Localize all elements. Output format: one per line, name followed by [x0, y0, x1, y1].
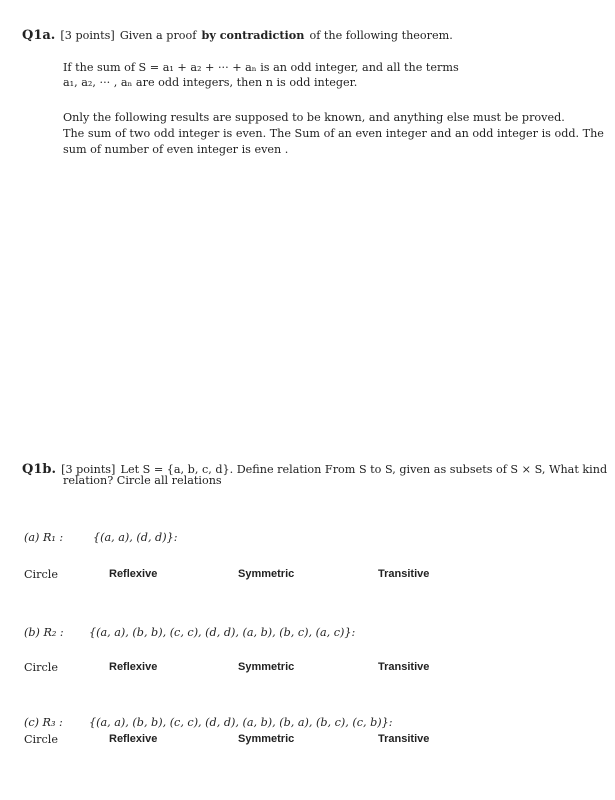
relation-b-reflexive-option[interactable]: Reflexive — [109, 661, 158, 673]
relation-a-label: (a) R₁ : — [24, 531, 64, 544]
relation-c-reflexive-option[interactable]: Reflexive — [109, 733, 158, 745]
relation-c-transitive-option[interactable]: Transitive — [378, 733, 430, 745]
q1b-points: [3 points] — [61, 463, 116, 476]
q1a-label: Q1a. — [22, 28, 56, 43]
q1a-header — [22, 24, 453, 43]
q1a-known-line1: Only the following results are supposed to be known, and anything else must be proved. — [63, 111, 565, 124]
relation-a-reflexive-option[interactable]: Reflexive — [109, 568, 158, 580]
q1a-theorem-line1: If the sum of S = a₁ + a₂ + ··· + aₙ is an odd integer, and all the terms — [63, 61, 459, 74]
relation-c-symmetric-option[interactable]: Symmetric — [238, 733, 295, 745]
relation-a-set: {(a, a), (d, d)}: — [93, 531, 178, 544]
q1a-points: [3 points] — [60, 29, 115, 42]
relation-b-transitive-option[interactable]: Transitive — [378, 661, 430, 673]
relation-c-circle: Circle — [24, 733, 58, 746]
relation-b-circle: Circle — [24, 661, 58, 674]
relation-c-set: {(a, a), (b, b), (c, c), (d, d), (a, b), (b, a), (b, c), (c, b)}: — [89, 716, 393, 729]
q1a-known-line3: sum of number of even integer is even . — [63, 143, 289, 156]
q1a-intro-bold: by contradiction — [201, 28, 305, 42]
relation-b-symmetric-option[interactable]: Symmetric — [238, 661, 295, 673]
q1b-line1: Let S = {a, b, c, d}. Define relation From S to S, given as subsets of S × S, What kind — [120, 463, 608, 476]
relation-c-label: (c) R₃ : — [24, 716, 63, 729]
relation-b-label: (b) R₂ : — [24, 626, 64, 639]
q1a-intro-pre: Given a proof — [119, 29, 197, 42]
relation-a-symmetric-option[interactable]: Symmetric — [238, 568, 295, 580]
q1a-intro-post: of the following theorem. — [309, 29, 453, 42]
relation-a-circle: Circle — [24, 568, 58, 581]
relation-a-transitive-option[interactable]: Transitive — [378, 568, 430, 580]
q1b-line2: relation? Circle all relations — [63, 474, 222, 487]
q1b-label: Q1b. — [22, 462, 56, 477]
q1a-known-line2: The sum of two odd integer is even. The Sum of an even integer and an odd integer is odd. The — [63, 127, 604, 140]
relation-b-set: {(a, a), (b, b), (c, c), (d, d), (a, b), (b, c), (a, c)}: — [89, 626, 356, 639]
q1a-theorem-line2: a₁, a₂, ··· , aₙ are odd integers, then n is odd integer. — [63, 76, 358, 89]
